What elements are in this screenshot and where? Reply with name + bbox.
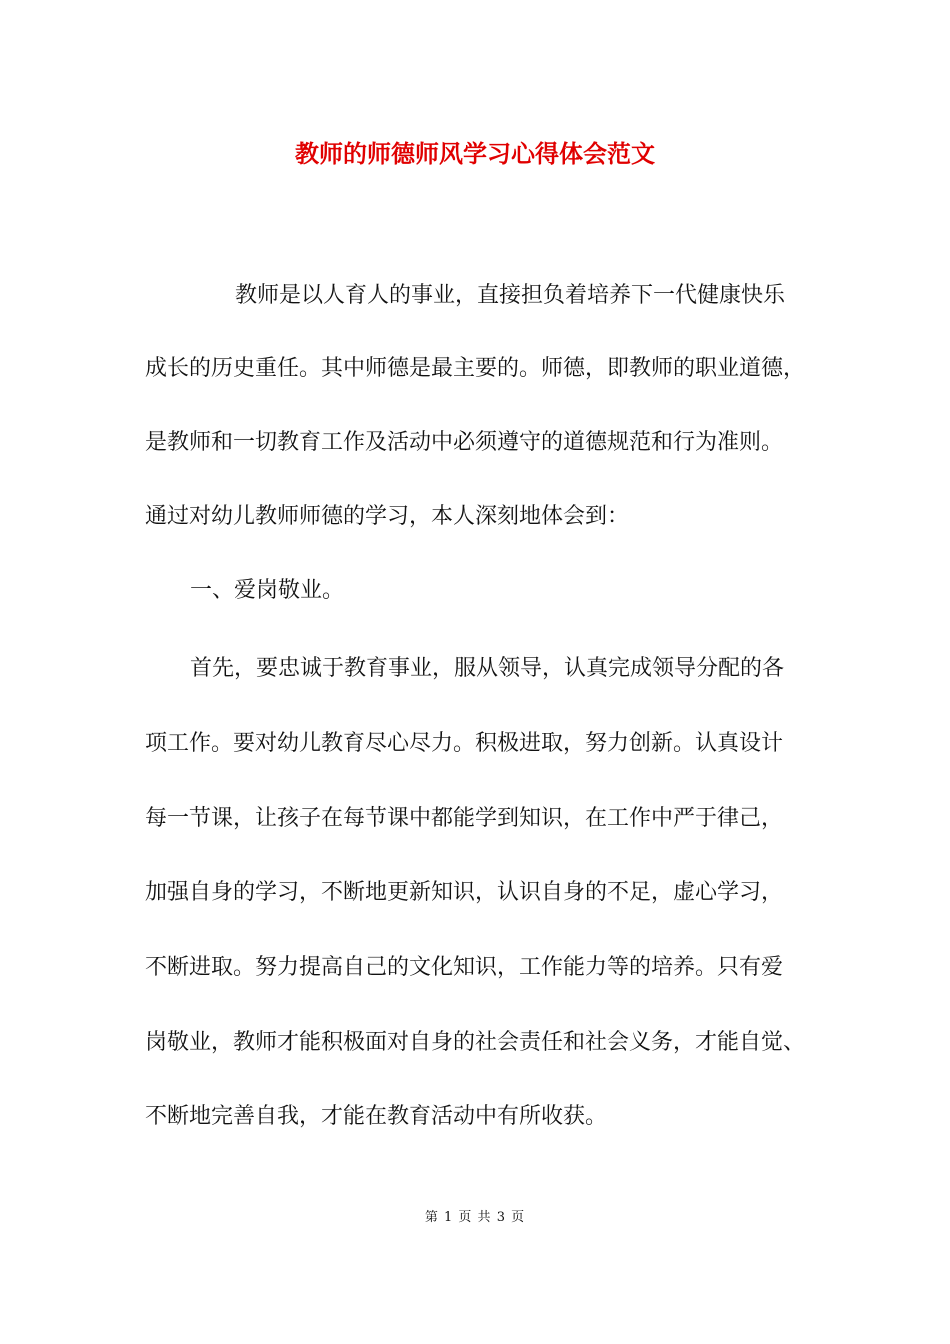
footer-prefix: 第 — [424, 1210, 439, 1225]
section-heading: 一、爱岗敬业。 — [190, 578, 345, 603]
paragraph-line: 成长的历史重任。其中师德是最主要的。师德，即教师的职业道德， — [145, 356, 806, 381]
page-footer — [0, 1208, 950, 1228]
paragraph-line: 不断地完善自我，才能在教育活动中有所收获。 — [145, 1104, 608, 1129]
paragraph-line: 是教师和一切教育工作及活动中必须遵守的道德规范和行为准则。 — [145, 430, 784, 455]
paragraph-line: 不断进取。努力提高自己的文化知识，工作能力等的培养。只有爱 — [145, 955, 784, 980]
footer-middle: 页 共 — [458, 1210, 492, 1225]
paragraph-line: 项工作。要对幼儿教育尽心尽力。积极进取，努力创新。认真设计 — [145, 731, 784, 756]
document-title: 教师的师德师风学习心得体会范文 — [295, 139, 655, 168]
paragraph-line: 教师是以人育人的事业，直接担负着培养下一代健康快乐 — [235, 283, 786, 308]
footer-page-number: 1 — [444, 1210, 454, 1225]
footer-page-total: 3 — [496, 1210, 506, 1225]
paragraph-line: 通过对幼儿教师师德的学习，本人深刻地体会到： — [145, 504, 630, 529]
paragraph-line: 每一节课，让孩子在每节课中都能学到知识，在工作中严于律己， — [145, 806, 784, 831]
paragraph-line: 加强自身的学习，不断地更新知识，认识自身的不足，虚心学习， — [145, 880, 784, 905]
footer-suffix: 页 — [511, 1210, 526, 1225]
paragraph-line: 首先，要忠诚于教育事业，服从领导，认真完成领导分配的各 — [190, 656, 785, 681]
paragraph-line: 岗敬业，教师才能积极面对自身的社会责任和社会义务，才能自觉、 — [145, 1030, 806, 1055]
